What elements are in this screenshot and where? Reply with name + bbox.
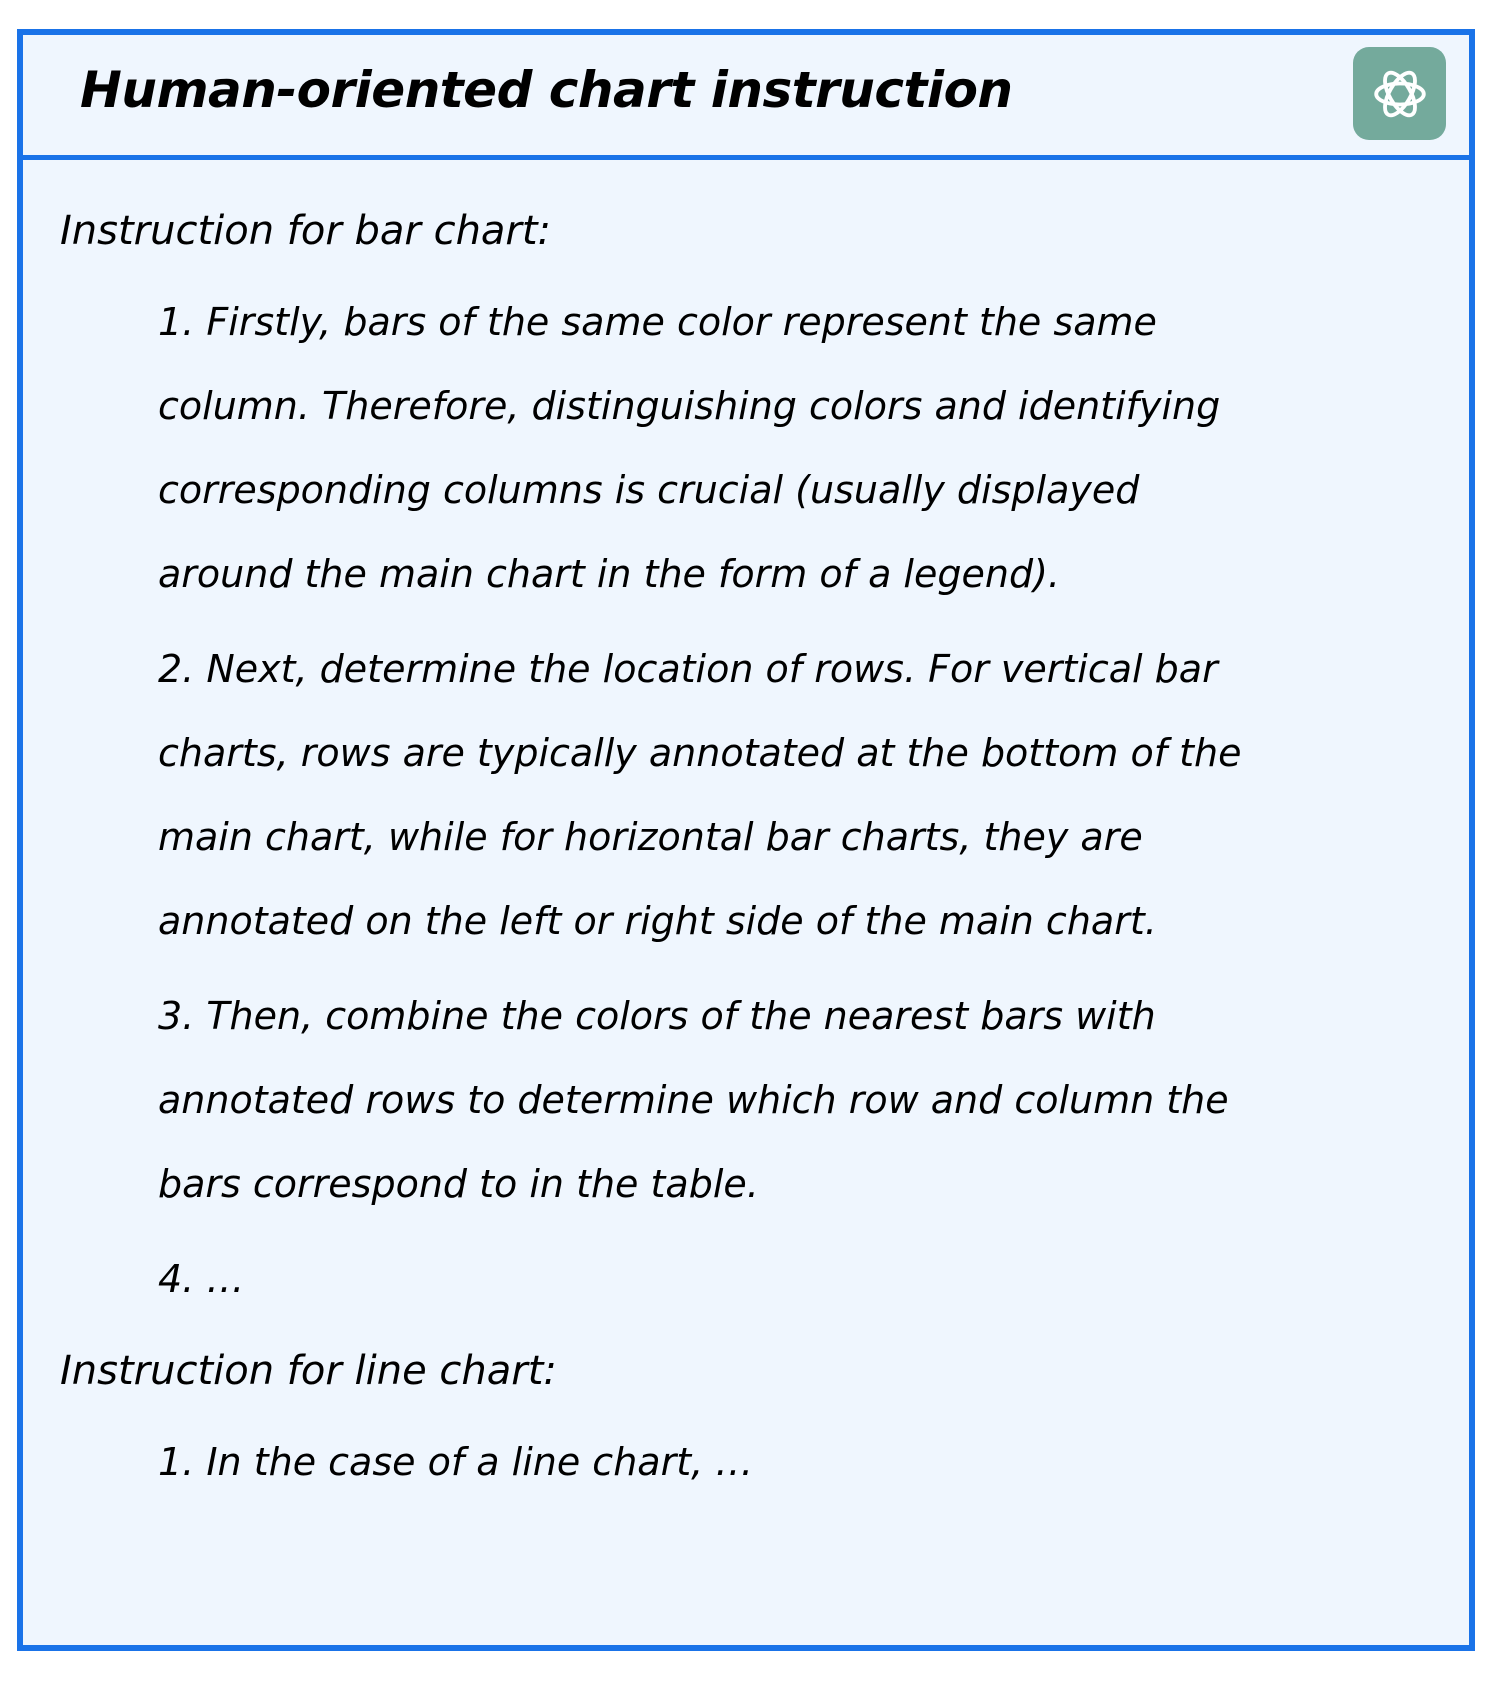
bar-chart-instruction-item [158,974,1428,1226]
bar-chart-instruction-list [158,280,1428,1332]
openai-logo-icon [1353,47,1446,140]
instruction-line: column. Therefore, distinguishing colors and identifying [158,384,1221,428]
instruction-card [17,29,1475,1651]
line-chart-instruction-item [158,1420,1428,1504]
line-chart-heading: Instruction for line chart: [60,1348,557,1394]
bar-chart-instruction-item [158,627,1428,963]
bar-chart-instruction-item [158,280,1428,616]
line-chart-instruction-list [158,1420,1428,1515]
instruction-line: 1. In the case of a line chart, … [158,1440,754,1484]
instruction-line: annotated on the left or right side of the main chart. [158,899,1157,943]
instruction-line: 3. Then, combine the colors of the nearest bars with [158,994,1156,1038]
card-header [23,35,1469,160]
bar-chart-instruction-item [158,1237,1428,1321]
instruction-line: 1. Firstly, bars of the same color represent the same [158,300,1157,344]
instruction-line: annotated rows to determine which row and column the [158,1078,1229,1122]
instruction-line: 2. Next, determine the location of rows. For vertical bar [158,647,1218,691]
card-title: Human-oriented chart instruction [80,61,1013,119]
instruction-line: around the main chart in the form of a legend). [158,552,1060,596]
instruction-line: corresponding columns is crucial (usually displayed [158,468,1140,512]
bar-chart-heading: Instruction for bar chart: [60,208,552,254]
instruction-line: bars correspond to in the table. [158,1162,759,1206]
instruction-line: 4. … [158,1257,245,1301]
instruction-line: charts, rows are typically annotated at the bottom of the [158,731,1242,775]
instruction-line: main chart, while for horizontal bar charts, they are [158,815,1143,859]
